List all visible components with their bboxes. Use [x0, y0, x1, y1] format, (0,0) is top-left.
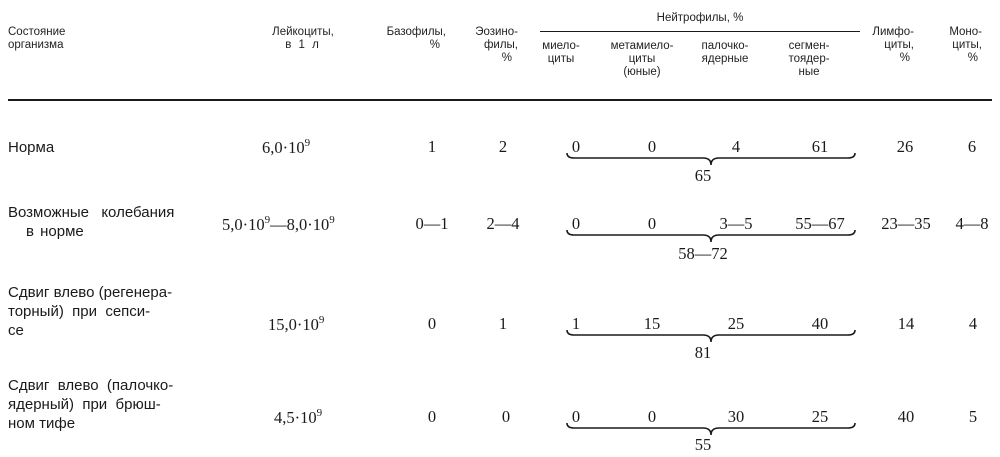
header-segmented — [776, 40, 842, 79]
row-label-line: ядерный) при брюш- — [8, 396, 161, 413]
header-neutrophils-group — [540, 12, 860, 25]
row-label-line: торный) при сепси- — [8, 303, 151, 320]
lymphocytes-value: 23—35 — [881, 214, 931, 233]
leuko-exponent: 9 — [264, 214, 271, 226]
header-metamyelo-line3: (юные) — [623, 66, 661, 78]
neutrophil-total: 81 — [694, 343, 712, 362]
row-label — [8, 283, 172, 340]
basophils-value: 0 — [427, 407, 437, 426]
header-metamyelo-line2: циты — [628, 53, 656, 65]
leuko-mantissa: 5,0·10 — [222, 215, 265, 234]
header-leuko-line1: Лейкоциты, — [272, 26, 334, 38]
row-label — [8, 203, 174, 241]
metamyelocytes-value: 0 — [647, 214, 657, 233]
row-label-line: Сдвиг влево (регенера- — [8, 284, 173, 301]
monocytes-value: 5 — [968, 407, 978, 426]
leuko-exponent-upper: 9 — [329, 214, 335, 226]
header-state-line2: организма — [8, 39, 64, 51]
leuko-mantissa: 4,5·10 — [274, 408, 317, 427]
header-myelo-line1: миело- — [542, 40, 580, 52]
neutrophil-total: 58—72 — [678, 244, 728, 263]
monocytes-value: 4—8 — [955, 214, 989, 233]
leukocytes-value — [268, 314, 324, 335]
leukocytes-value — [222, 214, 335, 235]
row-label — [8, 138, 54, 157]
segmented-value: 55—67 — [795, 214, 845, 233]
lymphocytes-value: 26 — [896, 137, 914, 156]
myelocytes-value: 0 — [571, 214, 581, 233]
eosinophils-value: 2 — [498, 137, 508, 156]
basophils-value: 0 — [427, 314, 437, 333]
neutrophil-brace — [566, 229, 856, 243]
header-mono-line1: Моно- — [949, 26, 982, 38]
segmented-value: 40 — [811, 314, 829, 333]
lymphocytes-value: 40 — [897, 407, 915, 426]
monocytes-value: 4 — [968, 314, 978, 333]
eosinophils-value: 0 — [501, 407, 511, 426]
header-mono-line2: циты, — [952, 39, 982, 51]
neutrophil-brace — [566, 152, 856, 166]
header-baso-line1: Базофилы, — [386, 26, 446, 38]
header-baso-line2: % — [429, 39, 440, 51]
header-metamyelocytes — [602, 40, 682, 79]
segmented-value: 25 — [811, 407, 829, 426]
header-seg-line3: ные — [798, 66, 820, 78]
leuko-exponent: 9 — [318, 314, 325, 326]
leuko-mantissa: 15,0·10 — [268, 315, 319, 334]
neutrophil-total: 65 — [694, 166, 712, 185]
row-label-line: в норме — [26, 223, 84, 240]
header-eos-line1: Эозино- — [475, 26, 518, 38]
header-lymph-line1: Лимфо- — [872, 26, 914, 38]
row-label-line: Сдвиг влево (палочко- — [8, 377, 174, 394]
row-label-line: ном тифе — [8, 415, 76, 432]
header-myelocytes — [534, 40, 588, 66]
metamyelocytes-value: 0 — [647, 407, 657, 426]
header-seg-line2: тоядер- — [788, 53, 830, 65]
myelocytes-value: 1 — [571, 314, 581, 333]
myelocytes-value: 0 — [571, 407, 581, 426]
header-eos-line2: филы, — [483, 39, 518, 51]
segmented-value: 61 — [811, 137, 829, 156]
eosinophils-value: 1 — [498, 314, 508, 333]
leuko-mantissa-upper: —8,0·10 — [270, 215, 330, 234]
myelocytes-value: 0 — [571, 137, 581, 156]
lymphocytes-value: 14 — [897, 314, 915, 333]
band-value: 4 — [731, 137, 741, 156]
basophils-value: 0—1 — [415, 214, 449, 233]
neutrophil-brace — [566, 422, 856, 436]
header-eosinophils — [462, 26, 518, 65]
metamyelocytes-value: 15 — [643, 314, 661, 333]
basophils-value: 1 — [427, 137, 437, 156]
leuko-exponent: 9 — [316, 407, 323, 419]
header-seg-line1: сегмен- — [788, 40, 830, 52]
header-lymph-line2: циты, — [884, 39, 914, 51]
header-mono-line3: % — [967, 52, 978, 64]
neutrophil-total: 55 — [694, 435, 712, 454]
band-value: 25 — [727, 314, 745, 333]
header-basophils — [384, 26, 446, 52]
leukocytes-value — [274, 407, 322, 428]
header-band — [690, 40, 760, 66]
header-leuko-line2: в 1 л — [285, 39, 321, 51]
header-leukocytes — [258, 26, 348, 52]
eosinophils-value: 2—4 — [486, 214, 520, 233]
leukocytes-value — [262, 137, 310, 158]
metamyelocytes-value: 0 — [647, 137, 657, 156]
header-eos-line3: % — [501, 52, 512, 64]
header-rule — [8, 99, 992, 101]
header-state-line1: Состояние — [8, 26, 66, 38]
band-value: 30 — [727, 407, 745, 426]
header-lymph-line3: % — [899, 52, 910, 64]
header-lymphocytes — [858, 26, 914, 65]
row-label — [8, 376, 173, 433]
header-metamyelo-line1: метамиело- — [610, 40, 674, 52]
row-label-line: се — [8, 322, 24, 339]
header-state — [8, 26, 65, 52]
header-neutro-label: Нейтрофилы, % — [656, 12, 744, 24]
neutrophil-brace — [566, 329, 856, 343]
header-monocytes — [930, 26, 982, 65]
monocytes-value: 6 — [967, 137, 977, 156]
header-band-line2: ядерные — [701, 53, 749, 65]
leuko-exponent: 9 — [304, 137, 311, 149]
row-label-line: Норма — [8, 139, 55, 156]
header-myelo-line2: циты — [547, 53, 575, 65]
band-value: 3—5 — [719, 214, 753, 233]
header-band-line1: палочко- — [701, 40, 749, 52]
neutro-group-rule — [540, 31, 860, 32]
row-label-line: Возможные колебания — [8, 204, 175, 221]
leuko-mantissa: 6,0·10 — [262, 138, 305, 157]
